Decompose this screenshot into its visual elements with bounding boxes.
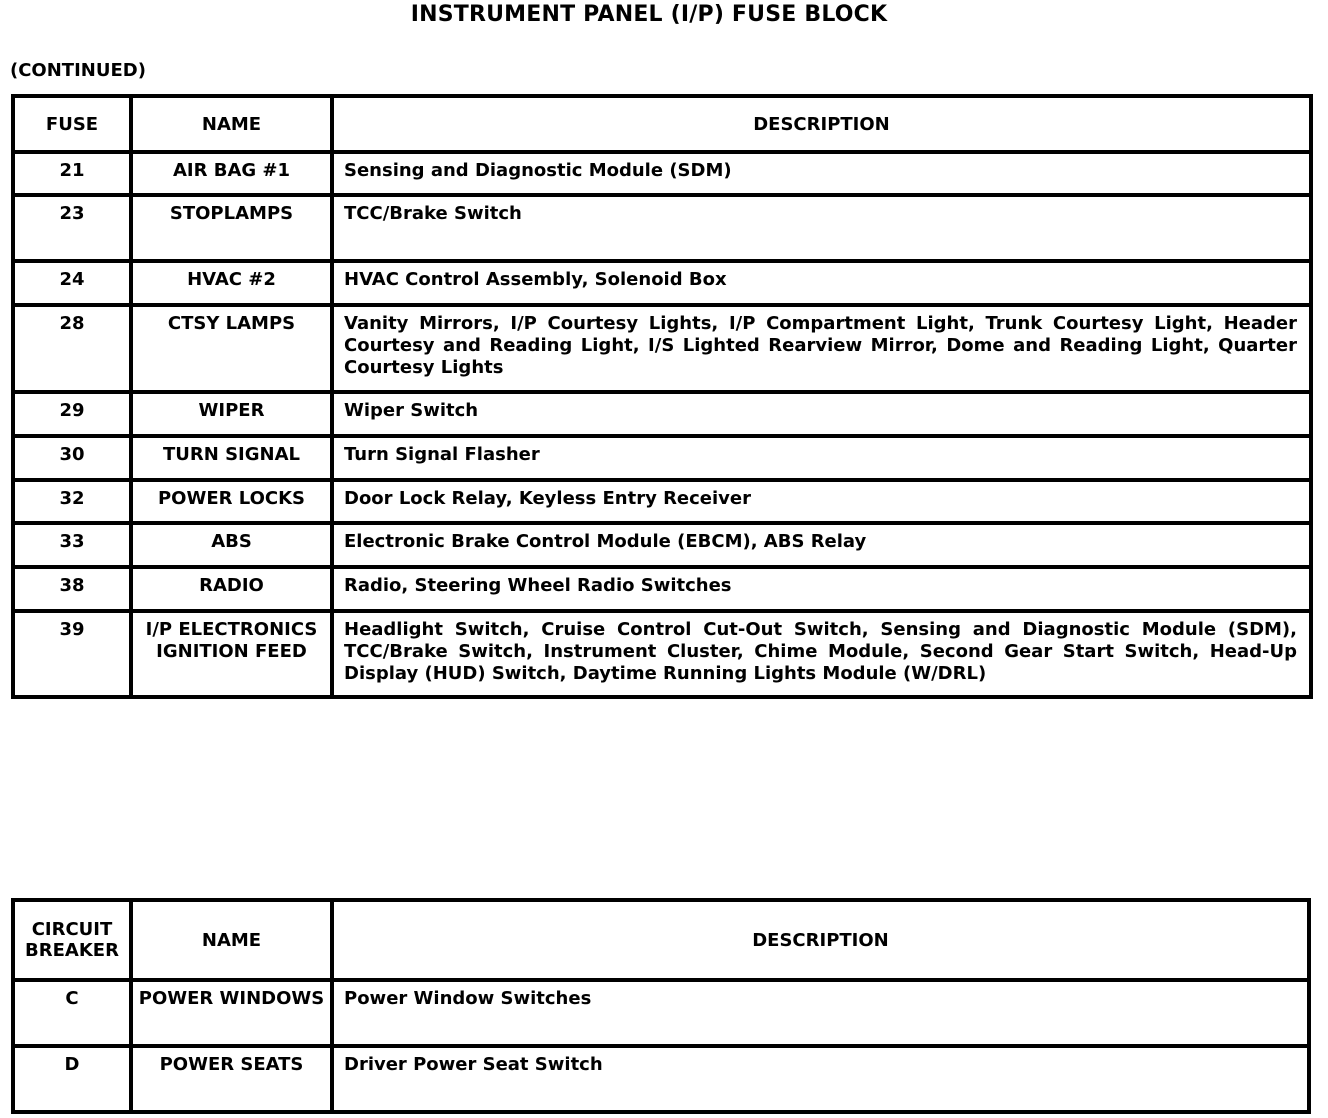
fuse-name: AIR BAG #1 — [131, 152, 332, 195]
column-header-description: DESCRIPTION — [332, 900, 1309, 980]
breaker-id: D — [13, 1046, 131, 1112]
table-row — [13, 611, 1311, 697]
fuse-number: 23 — [13, 195, 131, 261]
fuse-table — [11, 94, 1313, 699]
table-row — [13, 1046, 1309, 1112]
column-header-circuit-breaker: CIRCUIT BREAKER — [13, 900, 131, 980]
table-row — [13, 305, 1311, 392]
fuse-name: TURN SIGNAL — [131, 436, 332, 480]
fuse-description: Door Lock Relay, Keyless Entry Receiver — [332, 480, 1311, 523]
continued-label: (CONTINUED) — [10, 60, 146, 81]
breaker-description: Power Window Switches — [332, 980, 1309, 1046]
fuse-description: HVAC Control Assembly, Solenoid Box — [332, 261, 1311, 305]
table-row — [13, 152, 1311, 195]
table-header-row — [13, 900, 1309, 980]
fuse-number: 39 — [13, 611, 131, 697]
fuse-description: Vanity Mirrors, I/P Courtesy Lights, I/P Compartment Light, Trunk Courtesy Light, Header Courtesy and Reading Light, I/S Lighted Rearview Mirror, Dome and Reading Light, Quarter Courtesy Lights — [332, 305, 1311, 392]
fuse-name: STOPLAMPS — [131, 195, 332, 261]
fuse-number: 30 — [13, 436, 131, 480]
column-header-name: NAME — [131, 96, 332, 152]
table-row — [13, 980, 1309, 1046]
breaker-id: C — [13, 980, 131, 1046]
fuse-number: 38 — [13, 567, 131, 611]
fuse-number: 29 — [13, 392, 131, 436]
table-row — [13, 436, 1311, 480]
fuse-number: 32 — [13, 480, 131, 523]
fuse-description: Radio, Steering Wheel Radio Switches — [332, 567, 1311, 611]
fuse-number: 21 — [13, 152, 131, 195]
fuse-description: Wiper Switch — [332, 392, 1311, 436]
breaker-description: Driver Power Seat Switch — [332, 1046, 1309, 1112]
fuse-description: Headlight Switch, Cruise Control Cut-Out Switch, Sensing and Diagnostic Module (SDM), TCC/Brake Switch, Instrument Cluster, Chime Module, Second Gear Start Switch, Head-Up Display (HUD) Switch, Daytime Running Lights Module (W/DRL) — [332, 611, 1311, 697]
table-header-row — [13, 96, 1311, 152]
fuse-name: WIPER — [131, 392, 332, 436]
column-header-description: DESCRIPTION — [332, 96, 1311, 152]
fuse-name: POWER LOCKS — [131, 480, 332, 523]
table-row — [13, 480, 1311, 523]
fuse-name: CTSY LAMPS — [131, 305, 332, 392]
column-header-fuse: FUSE — [13, 96, 131, 152]
column-header-name: NAME — [131, 900, 332, 980]
fuse-description: TCC/Brake Switch — [332, 195, 1311, 261]
fuse-description: Sensing and Diagnostic Module (SDM) — [332, 152, 1311, 195]
table-row — [13, 392, 1311, 436]
fuse-number: 24 — [13, 261, 131, 305]
fuse-number: 33 — [13, 523, 131, 567]
breaker-name: POWER SEATS — [131, 1046, 332, 1112]
fuse-name: HVAC #2 — [131, 261, 332, 305]
fuse-number: 28 — [13, 305, 131, 392]
fuse-description: Electronic Brake Control Module (EBCM), ABS Relay — [332, 523, 1311, 567]
table-row — [13, 195, 1311, 261]
table-row — [13, 523, 1311, 567]
table-row — [13, 567, 1311, 611]
breaker-name: POWER WINDOWS — [131, 980, 332, 1046]
table-row — [13, 261, 1311, 305]
fuse-name: ABS — [131, 523, 332, 567]
fuse-name: I/P ELECTRONICS IGNITION FEED — [131, 611, 332, 697]
fuse-name: RADIO — [131, 567, 332, 611]
circuit-breaker-table — [11, 898, 1311, 1114]
page-title: INSTRUMENT PANEL (I/P) FUSE BLOCK — [410, 2, 888, 27]
fuse-description: Turn Signal Flasher — [332, 436, 1311, 480]
